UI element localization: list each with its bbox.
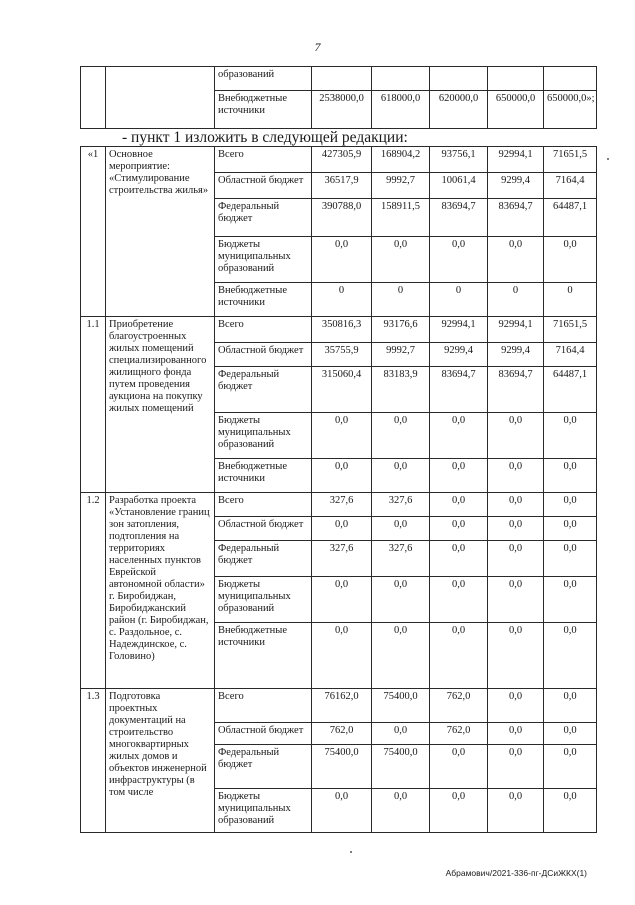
funding-source-cell: Внебюджетные источники — [215, 623, 312, 689]
funding-source-cell: Бюджеты муниципальных образований — [215, 413, 312, 459]
amount-cell: 64487,1 — [544, 199, 597, 237]
activity-name: Разработка проекта «Установление границ зон затопления, подтопления на территориях населенных пунктов Еврейской автономной области» г. Биробиджан, Биробиджанский район (г. Биробиджан, с. Раздольное, с. Надеждинское, с. Головино) — [106, 493, 215, 689]
amount-cell: 0,0 — [544, 689, 597, 723]
amount-cell: 83694,7 — [488, 199, 544, 237]
funding-source-cell: образований — [215, 67, 312, 91]
amount-cell: 36517,9 — [312, 173, 372, 199]
amount-cell: 427305,9 — [312, 147, 372, 173]
funding-source-cell: Внебюджетные источники — [215, 91, 312, 129]
amount-cell: 0,0 — [372, 517, 430, 541]
amount-cell: 0,0 — [488, 541, 544, 577]
amount-cell: 9992,7 — [372, 343, 430, 367]
amount-cell: 620000,0 — [430, 91, 488, 129]
top-table-fragment — [80, 66, 597, 129]
funding-source-cell: Бюджеты муниципальных образований — [215, 237, 312, 283]
table-row — [81, 147, 597, 173]
amount-cell: 0 — [372, 283, 430, 317]
funding-source-cell: Федеральный бюджет — [215, 541, 312, 577]
amount-cell: 0,0 — [488, 577, 544, 623]
activity-name: Основное мероприятие: «Стимулирование строительства жилья» — [106, 147, 215, 317]
amount-cell: 0,0 — [488, 723, 544, 745]
amount-cell: 7164,4 — [544, 173, 597, 199]
amount-cell: 0,0 — [430, 413, 488, 459]
amount-cell: 0,0 — [430, 517, 488, 541]
funding-source-cell: Областной бюджет — [215, 723, 312, 745]
amount-cell: 0,0 — [430, 237, 488, 283]
amount-cell: 0,0 — [488, 689, 544, 723]
activity-name-cell — [106, 67, 215, 129]
table-row — [81, 493, 597, 517]
amount-cell: 762,0 — [430, 689, 488, 723]
amount-cell: 0,0 — [430, 493, 488, 517]
activity-name: Приобретение благоустроенных жилых помещений специализированного жилищного фонда путем проведения аукциона на покупку жилых помещений — [106, 317, 215, 493]
amount-cell: 9299,4 — [488, 343, 544, 367]
amount-cell: 92994,1 — [430, 317, 488, 343]
amount-cell: 93176,6 — [372, 317, 430, 343]
amount-cell — [312, 67, 372, 91]
amount-cell: 0,0 — [544, 541, 597, 577]
amount-cell: 0,0 — [488, 745, 544, 789]
amount-cell: 71651,5 — [544, 147, 597, 173]
amount-cell: 0,0 — [312, 413, 372, 459]
amount-cell: 618000,0 — [372, 91, 430, 129]
amount-cell: 0,0 — [430, 541, 488, 577]
amount-cell: 0,0 — [430, 745, 488, 789]
amount-cell: 350816,3 — [312, 317, 372, 343]
funding-table — [80, 146, 597, 833]
scan-speck — [607, 158, 609, 160]
amount-cell: 0,0 — [312, 459, 372, 493]
funding-source-cell: Областной бюджет — [215, 173, 312, 199]
amount-cell: 0,0 — [430, 577, 488, 623]
amount-cell: 0 — [312, 283, 372, 317]
table-row — [81, 689, 597, 723]
amount-cell: 762,0 — [430, 723, 488, 745]
amount-cell: 0,0 — [544, 493, 597, 517]
page-number: 7 — [314, 40, 321, 54]
amount-cell: 7164,4 — [544, 343, 597, 367]
amount-cell: 0,0 — [488, 413, 544, 459]
item-number: 1.3 — [81, 689, 106, 833]
amount-cell: 92994,1 — [488, 147, 544, 173]
funding-source-cell: Федеральный бюджет — [215, 199, 312, 237]
item-number: «1 — [81, 147, 106, 317]
amount-cell: 35755,9 — [312, 343, 372, 367]
amount-cell: 9299,4 — [488, 173, 544, 199]
amount-cell: 0,0 — [372, 459, 430, 493]
funding-source-cell: Бюджеты муниципальных образований — [215, 789, 312, 833]
amount-cell: 71651,5 — [544, 317, 597, 343]
amount-cell: 327,6 — [312, 541, 372, 577]
scan-speck — [350, 851, 352, 853]
amount-cell: 0,0 — [544, 723, 597, 745]
amount-cell: 0 — [488, 283, 544, 317]
amount-cell: 0,0 — [544, 237, 597, 283]
amount-cell: 83694,7 — [488, 367, 544, 413]
amount-cell — [430, 67, 488, 91]
amount-cell: 0,0 — [544, 745, 597, 789]
amount-cell: 76162,0 — [312, 689, 372, 723]
amount-cell: 0,0 — [544, 623, 597, 689]
funding-source-cell: Внебюджетные источники — [215, 459, 312, 493]
amount-cell: 168904,2 — [372, 147, 430, 173]
amount-cell: 0,0 — [430, 623, 488, 689]
funding-source-cell: Внебюджетные источники — [215, 283, 312, 317]
amount-cell: 0,0 — [312, 517, 372, 541]
amount-cell: 158911,5 — [372, 199, 430, 237]
funding-source-cell: Всего — [215, 493, 312, 517]
item-number: 1.1 — [81, 317, 106, 493]
amount-cell: 650000,0 — [488, 91, 544, 129]
amount-cell: 75400,0 — [372, 689, 430, 723]
activity-name: Подготовка проектных документаций на строительство многоквартирных жилых домов и объектов инженерной инфраструктуры (в том числе — [106, 689, 215, 833]
amount-cell: 327,6 — [372, 541, 430, 577]
amount-cell: 0,0 — [544, 577, 597, 623]
funding-source-cell: Всего — [215, 317, 312, 343]
amount-cell: 0,0 — [488, 493, 544, 517]
amount-cell: 10061,4 — [430, 173, 488, 199]
table-row — [81, 317, 597, 343]
amount-cell — [544, 67, 597, 91]
amount-cell: 83183,9 — [372, 367, 430, 413]
funding-source-cell: Всего — [215, 689, 312, 723]
amount-cell: 75400,0 — [372, 745, 430, 789]
funding-source-cell: Бюджеты муниципальных образований — [215, 577, 312, 623]
amount-cell — [488, 67, 544, 91]
amount-cell: 0,0 — [488, 237, 544, 283]
amount-cell: 0,0 — [372, 723, 430, 745]
amount-cell: 9299,4 — [430, 343, 488, 367]
amount-cell: 0,0 — [544, 789, 597, 833]
amount-cell: 0,0 — [544, 517, 597, 541]
funding-source-cell: Всего — [215, 147, 312, 173]
funding-source-cell: Областной бюджет — [215, 343, 312, 367]
amount-cell: 762,0 — [312, 723, 372, 745]
amount-cell: 650000,0»; — [544, 91, 597, 129]
amount-cell: 0,0 — [488, 459, 544, 493]
amount-cell: 93756,1 — [430, 147, 488, 173]
amount-cell: 0 — [430, 283, 488, 317]
amount-cell: 0,0 — [372, 413, 430, 459]
amount-cell: 0,0 — [430, 789, 488, 833]
amount-cell: 0,0 — [488, 517, 544, 541]
amount-cell: 0,0 — [312, 623, 372, 689]
item-number: 1.2 — [81, 493, 106, 689]
amount-cell: 0,0 — [312, 237, 372, 283]
amount-cell: 92994,1 — [488, 317, 544, 343]
amount-cell: 0,0 — [372, 577, 430, 623]
document-footer: Абрамович/2021-336-пг-ДСиЖКХ(1) — [445, 868, 587, 878]
table-row — [81, 67, 597, 91]
funding-source-cell: Федеральный бюджет — [215, 745, 312, 789]
amount-cell: 83694,7 — [430, 199, 488, 237]
amount-cell: 0,0 — [372, 237, 430, 283]
amount-cell: 390788,0 — [312, 199, 372, 237]
amount-cell: 315060,4 — [312, 367, 372, 413]
row-number-cell — [81, 67, 106, 129]
amount-cell: 0 — [544, 283, 597, 317]
amount-cell: 0,0 — [372, 623, 430, 689]
funding-source-cell: Федеральный бюджет — [215, 367, 312, 413]
amount-cell: 83694,7 — [430, 367, 488, 413]
amount-cell: 2538000,0 — [312, 91, 372, 129]
instruction-text: - пункт 1 изложить в следующей редакции: — [122, 129, 408, 146]
amount-cell: 0,0 — [312, 789, 372, 833]
amount-cell: 0,0 — [544, 413, 597, 459]
amount-cell: 0,0 — [488, 789, 544, 833]
amount-cell: 9992,7 — [372, 173, 430, 199]
amount-cell: 0,0 — [372, 789, 430, 833]
amount-cell: 327,6 — [372, 493, 430, 517]
amount-cell: 64487,1 — [544, 367, 597, 413]
amount-cell: 75400,0 — [312, 745, 372, 789]
amount-cell — [372, 67, 430, 91]
amount-cell: 0,0 — [544, 459, 597, 493]
amount-cell: 0,0 — [312, 577, 372, 623]
amount-cell: 327,6 — [312, 493, 372, 517]
amount-cell: 0,0 — [488, 623, 544, 689]
funding-source-cell: Областной бюджет — [215, 517, 312, 541]
amount-cell: 0,0 — [430, 459, 488, 493]
